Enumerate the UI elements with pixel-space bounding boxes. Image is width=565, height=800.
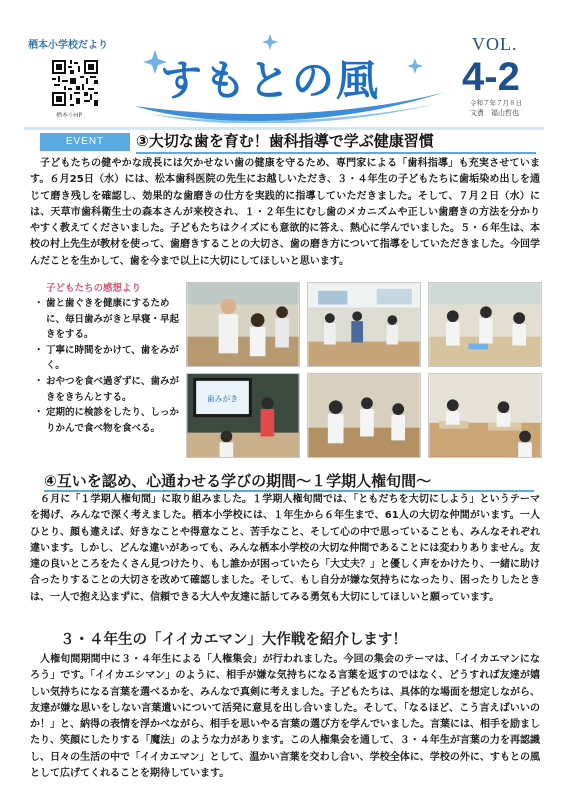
qr-caption: 栖本小HP <box>56 112 83 119</box>
classroom-lecture-photo <box>307 282 421 367</box>
section2-body: ６月に「１学期人権旬間」に取り組みました。１学期人権旬間では、「ともだちを大切にしよう」というテーマを掲げ、みんなで深く考えました。栖本小学校には、１年生から６年生まで、61人の大切な仲間がいます。一人ひとり、顔も違えば、好きなことや得意なこと、苦手なこと、そして心の中で思っていることも、みんなそれぞれ違います。しかし、どんな違いがあっても、みんな栖本小学校の大切な仲間であることには変わりありません。友達の良いところをたくさん見つけたり、もし誰かが困っていたら「大丈夫？」と優しく声をかけたり、一緒に助け合ったりすることの大切さを改めて確認しました。そして、もし自分が嫌な気持ちになったり、困ったりしたときは、一人で抱え込まずに、信頼できる大人や友達に話してみる勇気も大切にしてほしいと願っています。 <box>30 494 540 603</box>
volume-label: VOL. <box>472 34 518 54</box>
issue-author: 文責 福山哲也 <box>470 109 519 117</box>
section2-title: ④互いを認め、心通わせる学びの期間～１学期人権旬間～ <box>44 472 432 490</box>
section1-title: ③大切な歯を育む！歯科指導で学ぶ健康習慣 <box>136 132 434 150</box>
newsletter-title: すもとの風 <box>160 56 381 105</box>
impression-item: ・ 丁寧に時間をかけて、歯をみがく。 <box>34 343 184 374</box>
dental-checkup-photo <box>186 282 300 367</box>
section1-underline <box>136 152 536 154</box>
impression-item: ・ 定期的に検診をしたり、しっかりかんで食べ物を食べる。 <box>34 405 184 436</box>
students-brushing-photo <box>428 282 542 367</box>
students-toothbrush-photo <box>307 373 421 458</box>
classroom-desks-photo <box>428 373 542 458</box>
impression-item: ・ おやつを食べ過ぎずに、歯みがきをきちんとする。 <box>34 374 184 405</box>
impression-item: ・ 歯と歯ぐきを健康にするために、毎日歯みがきと早寝・早起きをする。 <box>34 296 184 343</box>
section3-title: ３・４年生の「イイカエマン」大作戦を紹介します！ <box>60 632 407 648</box>
school-newsletter-label: 栖本小学校だより <box>28 40 108 51</box>
photo-grid <box>186 282 542 458</box>
section3-body: 人権旬間期間中に３・４年生による「人権集会」が行われました。今回の集会のテーマは、「イイカエマンになろう」です。「イイカエシマン」のように、相手が嫌な気持ちになる言葉を返すのではなく、どうすれば友達が嬉しい気持ちになる言葉を選べるかを、みんなで真剣に考えました。子どもたちは、具体的な場面を想定しながら、友達が嫌な思いをしない言葉遣いについて活発に意見を出し合いました。そして、「なるほど、こう言えばいいのか！」と、納得の表情を浮かべながら、相手を思いやる言葉の選び方を学んでいました。言葉には、相手を励ましたり、笑顔にしたりする「魔法」のような力があります。この人権集会を通して、３・４年生が言葉の力を再認識し、日々の生活の中で「イイカエマン」として、温かい言葉を交わし合い、学校全体に、学校の外に、すもとの風として広げてくれることを期待しています。 <box>30 654 540 780</box>
tv-presentation-photo <box>186 373 300 458</box>
section1-body: 子どもたちの健やかな成長には欠かせない歯の健康を守るため、専門家による「歯科指導」も充実させています。６月25日（水）には、松本歯科医院の先生にお越しいただき、３・４年生の子どもたちに歯垢染め出しを通じて磨き残しを確認し、効果的な歯磨きの仕方を実践的に指導していただきました。そして、７月２日（水）には、天草市歯科衛生士の森本さんが来校され、１・２年生にむし歯のメカニズムや正しい歯磨きの方法を分かりやすく教えてくださいました。子どもたちはクイズにも意欲的に答え、熱心に学んでいました。５・６年生は、本校の村上先生が教材を使って、歯磨きすることの大切さ、歯の磨き方について指導をしていただきました。今回学んだことを生かして、歯を今まで以上に大切にしてほしいと思います。 <box>30 158 540 267</box>
issue-number: 4-2 <box>462 55 520 99</box>
event-tag: EVENT <box>40 133 130 151</box>
qr-code-image <box>50 58 100 108</box>
impressions-title: 子どもたちの感想より <box>46 283 142 294</box>
tv-screen-text: 歯みがき <box>206 394 239 404</box>
issue-date: 令和７年７月８日 <box>470 99 522 107</box>
impressions-list <box>34 296 184 436</box>
